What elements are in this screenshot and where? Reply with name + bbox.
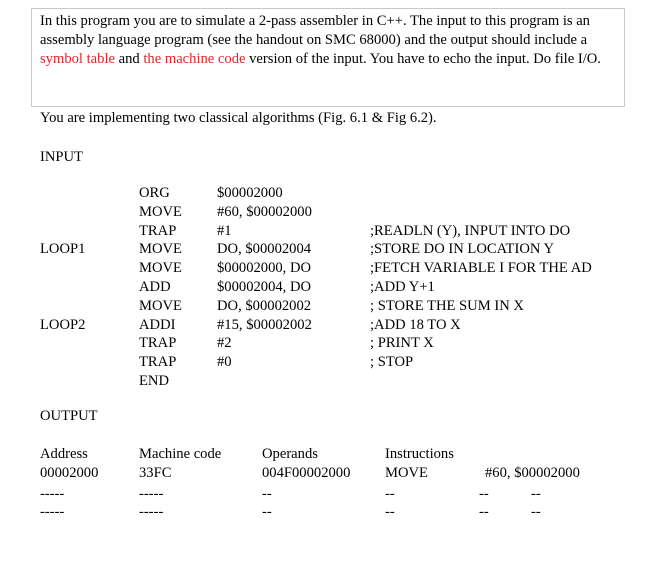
opcode: ORG — [139, 185, 170, 201]
symbol-table-text: symbol table — [40, 50, 115, 67]
operand: #0 — [217, 354, 232, 371]
opcode: ADD — [139, 279, 171, 295]
dash-address: ----- — [40, 486, 65, 502]
operand: #2 — [217, 335, 232, 352]
opcode: END — [139, 373, 169, 389]
input-heading: INPUT — [40, 149, 83, 165]
opcode: TRAP — [139, 222, 177, 239]
opcode: TRAP — [139, 335, 177, 352]
cell-args: #60, $00002000 — [485, 464, 580, 481]
cell-address: 00002000 — [40, 464, 99, 481]
opcode: MOVE — [139, 297, 182, 314]
opcode: ADDI — [139, 316, 176, 333]
dash-address: ----- — [40, 504, 65, 520]
intro-paragraph: In this program you are to simulate a 2-pass assembler in C++. The input to this program is an assembly language program (see the handout on SMC 68000) and the output should include a symbol table and the machine code version of the input. You have to echo the input. Do file I/O. — [40, 13, 601, 67]
operand: #1 — [217, 222, 232, 239]
cell-operands: 004F00002000 — [262, 464, 351, 481]
operand: $00002004, DO — [217, 279, 312, 295]
header-operands: Operands — [262, 446, 318, 462]
comment: ;ADD 18 TO X — [370, 316, 461, 333]
operand: #60, $00002000 — [217, 203, 312, 220]
operand: DO, $00002004 — [217, 241, 312, 258]
dash-col6: -- — [531, 486, 541, 502]
dash-machine-code: ----- — [139, 504, 164, 520]
output-heading: OUTPUT — [40, 408, 98, 424]
algorithms-line: You are implementing two classical algorithms (Fig. 6.1 & Fig 6.2). — [40, 110, 437, 126]
operand: DO, $00002002 — [217, 297, 312, 314]
comment: ;READLN (Y), INPUT INTO DO — [370, 222, 571, 239]
opcode: TRAP — [139, 354, 177, 371]
dash-operands: -- — [262, 504, 272, 520]
dash-instruction: -- — [385, 504, 395, 520]
label: LOOP2 — [40, 316, 86, 333]
cell-instruction: MOVE — [385, 464, 428, 481]
dash-machine-code: ----- — [139, 486, 164, 502]
operand: $00002000, DO — [217, 260, 312, 277]
operand: #15, $00002002 — [217, 316, 312, 333]
label: LOOP1 — [40, 241, 86, 258]
comment: ; STOP — [370, 354, 414, 371]
header-address: Address — [40, 446, 88, 462]
dash-instruction: -- — [385, 486, 395, 502]
dash-col5: -- — [479, 486, 489, 502]
dash-col5: -- — [479, 504, 489, 520]
header-instructions: Instructions — [385, 446, 454, 462]
cell-machine-code: 33FC — [139, 464, 172, 481]
comment: ; STORE THE SUM IN X — [370, 297, 524, 314]
dash-col6: -- — [531, 504, 541, 520]
comment: ;ADD Y+1 — [370, 279, 435, 295]
opcode: MOVE — [139, 203, 182, 220]
opcode: MOVE — [139, 241, 182, 258]
operand: $00002000 — [217, 185, 283, 201]
comment: ;STORE DO IN LOCATION Y — [370, 241, 555, 258]
comment: ;FETCH VARIABLE I FOR THE AD — [370, 260, 592, 277]
opcode: MOVE — [139, 260, 182, 277]
header-machine-code: Machine code — [139, 446, 222, 462]
comment: ; PRINT X — [370, 335, 434, 352]
dash-operands: -- — [262, 486, 272, 502]
machine-code-text: the machine code — [143, 50, 246, 67]
